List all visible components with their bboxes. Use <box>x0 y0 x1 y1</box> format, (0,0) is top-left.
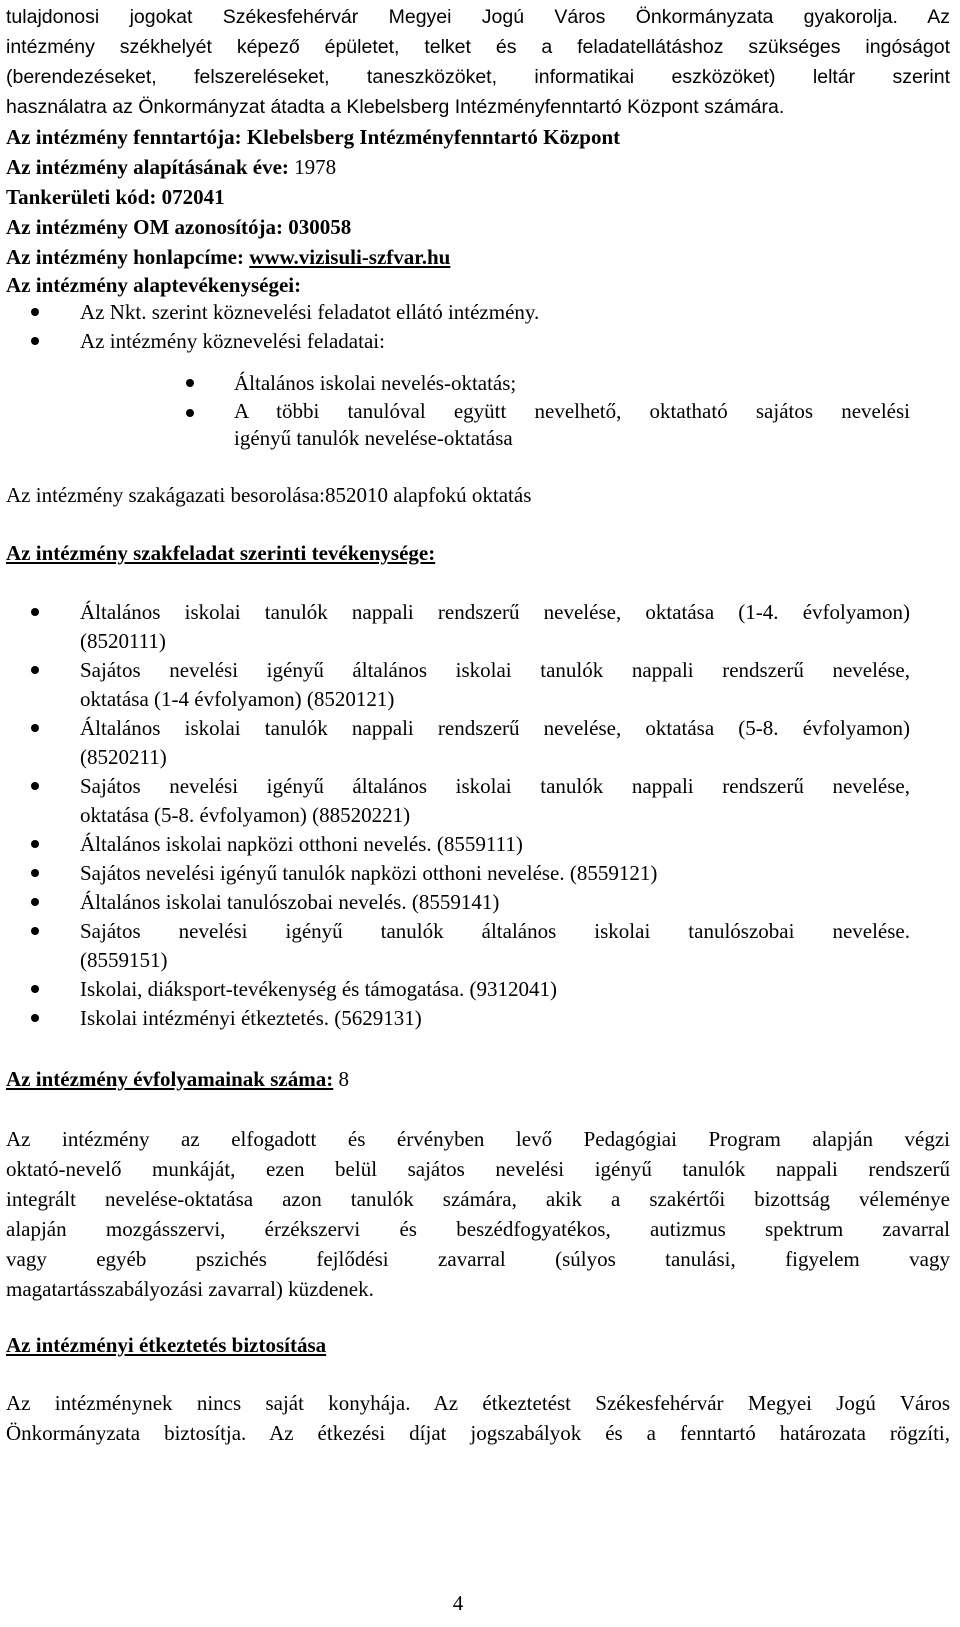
page-number: 4 <box>452 1591 464 1615</box>
kozneveles-subitem: A többi tanulóval együtt nevelhető, oktatható sajátos nevelési <box>234 399 910 423</box>
honlap-label: Az intézmény honlapcíme: <box>6 245 250 269</box>
szakfeladat-item: Általános iskolai tanulószobai nevelés. (8559141) <box>80 890 500 914</box>
bullet-icon <box>31 869 39 877</box>
bullet-icon <box>31 840 39 848</box>
intro-line: (berendezéseket, felszereléseket, taneszközöket, informatikai eszközöket) leltár szerint <box>6 66 950 88</box>
etkeztetes-heading: Az intézményi étkeztetés biztosítása <box>6 1333 327 1357</box>
evfolyamok-value: 8 <box>333 1067 349 1091</box>
szakfeladat-item: Általános iskolai tanulók nappali rendszerű nevelése, oktatása (5-8. évfolyamon) <box>80 716 910 740</box>
etkeztetes-line: Önkormányzata biztosítja. Az étkezési díjat jogszabályok és a fenntartó határozata rögzíti, <box>6 1421 950 1445</box>
szakfeladat-item: Általános iskolai tanulók nappali rendszerű nevelése, oktatása (1-4. évfolyamon) <box>80 600 910 624</box>
program-line: alapján mozgásszervi, érzékszervi és beszédfogyatékos, autizmus spektrum zavarral <box>6 1217 950 1241</box>
alaptev-item: Az intézmény köznevelési feladatai: <box>80 329 385 353</box>
bullet-icon <box>31 1014 39 1022</box>
evfolyamok-label: Az intézmény évfolyamainak száma: <box>6 1067 334 1091</box>
tankerulet-line: Tankerületi kód: 072041 <box>6 185 225 209</box>
bullet-icon <box>31 724 39 732</box>
om-line: Az intézmény OM azonosítója: 030058 <box>6 215 352 239</box>
intro-line: tulajdonosi jogokat Székesfehérvár Megyei Jogú Város Önkormányzata gyakorolja. Az <box>6 6 950 28</box>
kozneveles-subitem: Általános iskolai nevelés-oktatás; <box>234 371 517 395</box>
program-line: vagy egyéb pszichés fejlődési zavarral (súlyos tanulási, figyelem vagy <box>6 1247 950 1271</box>
etkeztetes-line: Az intézménynek nincs saját konyhája. Az étkeztetést Székesfehérvár Megyei Jogú Város <box>6 1391 950 1415</box>
szakfeladat-item: Iskolai, diáksport-tevékenység és támogatása. (9312041) <box>80 977 558 1001</box>
szakfeladat-item-continued: (8520111) <box>80 629 166 653</box>
bullet-icon <box>31 898 39 906</box>
program-line: integrált nevelése-oktatása azon tanulók számára, akik a szakértői bizottság véleménye <box>6 1187 950 1211</box>
szakfeladat-heading: Az intézmény szakfeladat szerinti tevékenysége: <box>6 541 436 565</box>
intro-line: használatra az Önkormányzat átadta a Klebelsberg Intézményfenntartó Központ számára. <box>6 96 785 118</box>
fenntarto-line: Az intézmény fenntartója: Klebelsberg Intézményfenntartó Központ <box>6 125 621 149</box>
alapitas-label: Az intézmény alapításának éve: <box>6 155 289 179</box>
bullet-icon <box>31 666 39 674</box>
bullet-icon <box>31 337 39 345</box>
alaptev-item: Az Nkt. szerint köznevelési feladatot ellátó intézmény. <box>80 300 540 324</box>
program-line: oktató-nevelő munkáját, ezen belül sajátos nevelési igényű tanulók nappali rendszerű <box>6 1157 950 1181</box>
bullet-icon <box>31 782 39 790</box>
szakfeladat-item-continued: (8559151) <box>80 948 168 972</box>
szakfeladat-item: Általános iskolai napközi otthoni nevelés. (8559111) <box>80 832 523 856</box>
bullet-icon <box>31 927 39 935</box>
szakfeladat-item: Sajátos nevelési igényű általános iskolai tanulók nappali rendszerű nevelése, <box>80 658 910 682</box>
szakfeladat-item: Sajátos nevelési igényű tanulók általános iskolai tanulószobai nevelése. <box>80 919 910 943</box>
alapitas-value: 1978 <box>288 155 337 179</box>
bullet-icon <box>186 379 194 387</box>
szakfeladat-item-continued: oktatása (5-8. évfolyamon) (88520221) <box>80 803 411 827</box>
website-link[interactable]: www.vizisuli-szfvar.hu <box>249 245 451 269</box>
program-line: Az intézmény az elfogadott és érvényben levő Pedagógiai Program alapján végzi <box>6 1127 950 1151</box>
szakfeladat-item: Sajátos nevelési igényű tanulók napközi otthoni nevelése. (8559121) <box>80 861 658 885</box>
alapitas-line <box>6 152 950 182</box>
szakagazati-line: Az intézmény szakágazati besorolása:852010 alapfokú oktatás <box>6 483 532 507</box>
bullet-icon <box>186 409 194 417</box>
intro-line: intézmény székhelyét képező épületet, telket és a feladatellátáshoz szükséges ingóságot <box>6 36 950 58</box>
bullet-icon <box>31 608 39 616</box>
alaptev-heading: Az intézmény alaptevékenységei: <box>6 273 302 297</box>
bullet-icon <box>31 308 39 316</box>
szakfeladat-item: Iskolai intézményi étkeztetés. (5629131) <box>80 1006 422 1030</box>
honlap-line <box>6 242 950 272</box>
kozneveles-subitem-continued: igényű tanulók nevelése-oktatása <box>234 426 513 450</box>
szakfeladat-item-continued: oktatása (1-4 évfolyamon) (8520121) <box>80 687 395 711</box>
program-line: magatartásszabályozási zavarral) küzdenek. <box>6 1277 374 1301</box>
szakfeladat-item: Sajátos nevelési igényű általános iskolai tanulók nappali rendszerű nevelése, <box>80 774 910 798</box>
evfolyamok-line <box>6 1064 950 1094</box>
szakfeladat-item-continued: (8520211) <box>80 745 167 769</box>
bullet-icon <box>31 985 39 993</box>
